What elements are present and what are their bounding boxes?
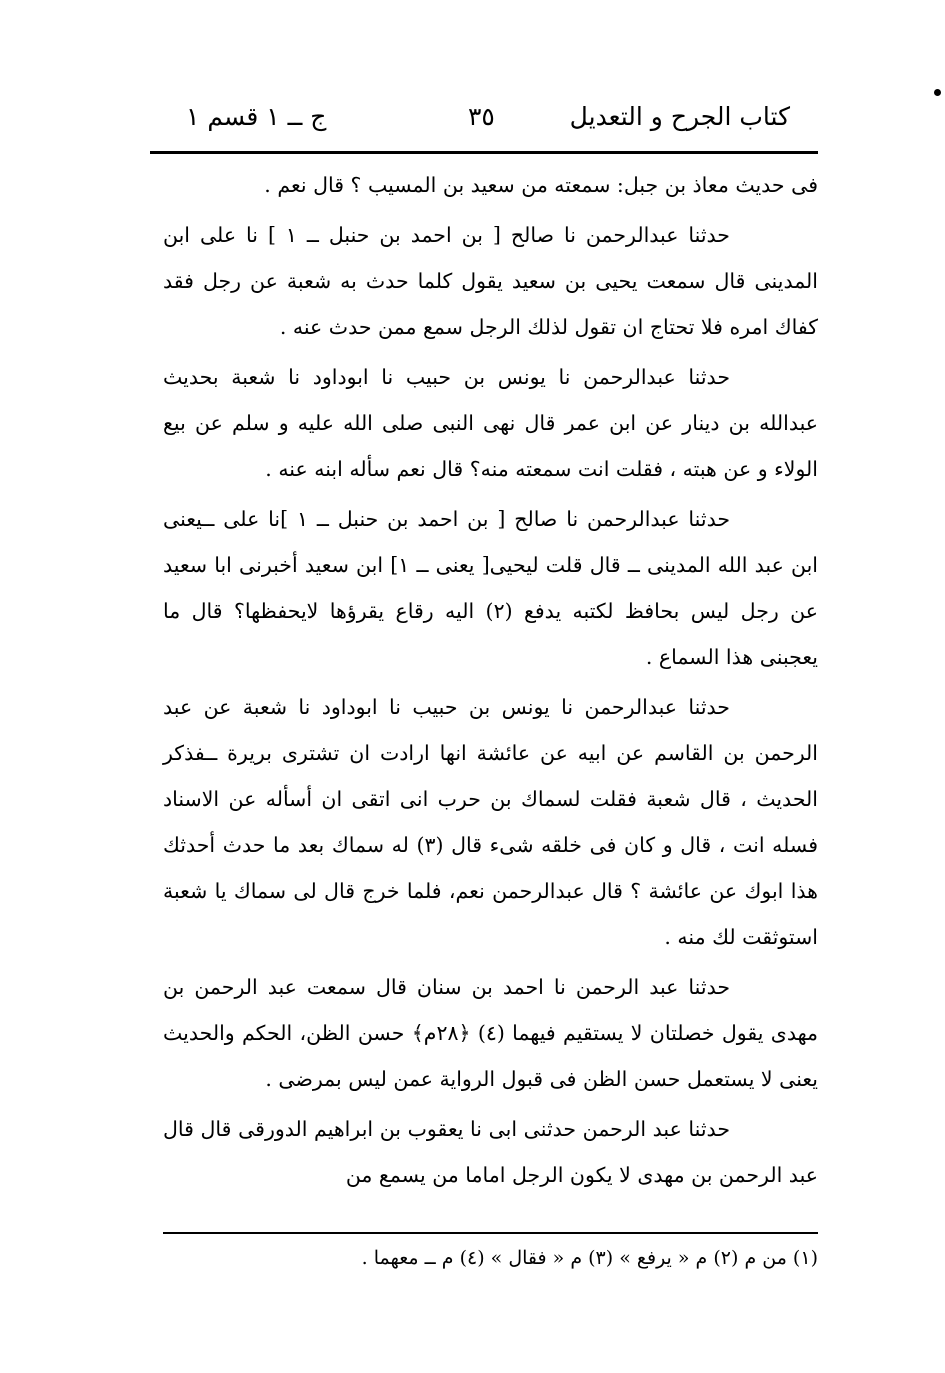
paragraph: حدثنا عبدالرحمن نا صالح [ بن احمد بن حنبل ــ ١ ] نا على ابن المدينى قال سمعت يحيى بن سعيد يقول كلما حدث به شعبة عن رجل فقد كفاك امره فلا تحتاج ان تقول لذلك الرجل سمع ممن حدث عنه . [163,223,818,339]
paragraph: حدثنا عبدالرحمن نا صالح [ بن احمد بن حنبل ــ ١ ]نا على ــيعنى ابن عبد الله المدينى ــ قال قلت ليحيى[ يعنى ــ ١] ابن سعيد أخبرنى ابا سعيد عن رجل ليس بحافظ لكتبه يدفع (٢) اليه رقاع يقرؤها لايحفظها؟ قال ما يعجبنى هذا السماع . [163,507,818,669]
paragraph: فى حديث معاذ بن جبل: سمعته من سعيد بن المسيب ؟ قال نعم . [264,173,818,197]
header-rule [150,151,818,154]
paragraph: حدثنا عبد الرحمن نا احمد بن سنان قال سمعت عبد الرحمن بن مهدى يقول خصلتان لا يستقيم فيهما (٤) ﴿٢٨م﴾ حسن الظن، الحكم والحديث يعنى لا يستعمل حسن الظن فى قبول الرواية عمن ليس بمرضى . [163,975,819,1091]
page-header [150,96,818,150]
paragraph: حدثنا عبدالرحمن نا يونس بن حبيب نا ابوداود نا شعبة بحديث عبدالله بن دينار عن ابن عمر قال نهى النبى صلى الله عليه و سلم عن بيع الولاء و عن هبته ، فقلت انت سمعته منه؟ قال نعم سأله ابنه عنه . [163,365,818,481]
part-label: ج ــ ١ قسم ١ [186,102,327,131]
page-number: ٣٥ [468,102,495,131]
paragraph: حدثنا عبدالرحمن نا يونس بن حبيب نا ابوداود نا شعبة عن عبد الرحمن بن القاسم عن ابيه عن عائشة انها ارادت ان تشترى بريرة ــفذكر الحديث ، قال شعبة فقلت لسماك بن حرب انى اتقى ان أسأله عن الاسناد فسله انت ، قال و كان فى خلقه شىء قال (٣) له سماك بعد ما حدث أحدثك هذا ابوك عن عائشة ؟ قال عبدالرحمن نعم، فلما خرج قال لى سماك يا شعبة استوثقت لك منه . [163,695,818,949]
footnote: (١) من م (٢) م « يرفع » (٣) م « فقال » (٤) م ــ معهما . [361,1247,818,1269]
main-text [163,162,818,1202]
paragraph: حدثنا عبد الرحمن حدثنى ابى نا يعقوب بن ابراهيم الدورقى قال قال عبد الرحمن بن مهدى لا يكون الرجل اماما من يسمع من [163,1117,818,1187]
footnote-rule [163,1232,818,1234]
book-title: كتاب الجرح و التعديل [569,102,790,131]
ink-dot [934,89,941,96]
